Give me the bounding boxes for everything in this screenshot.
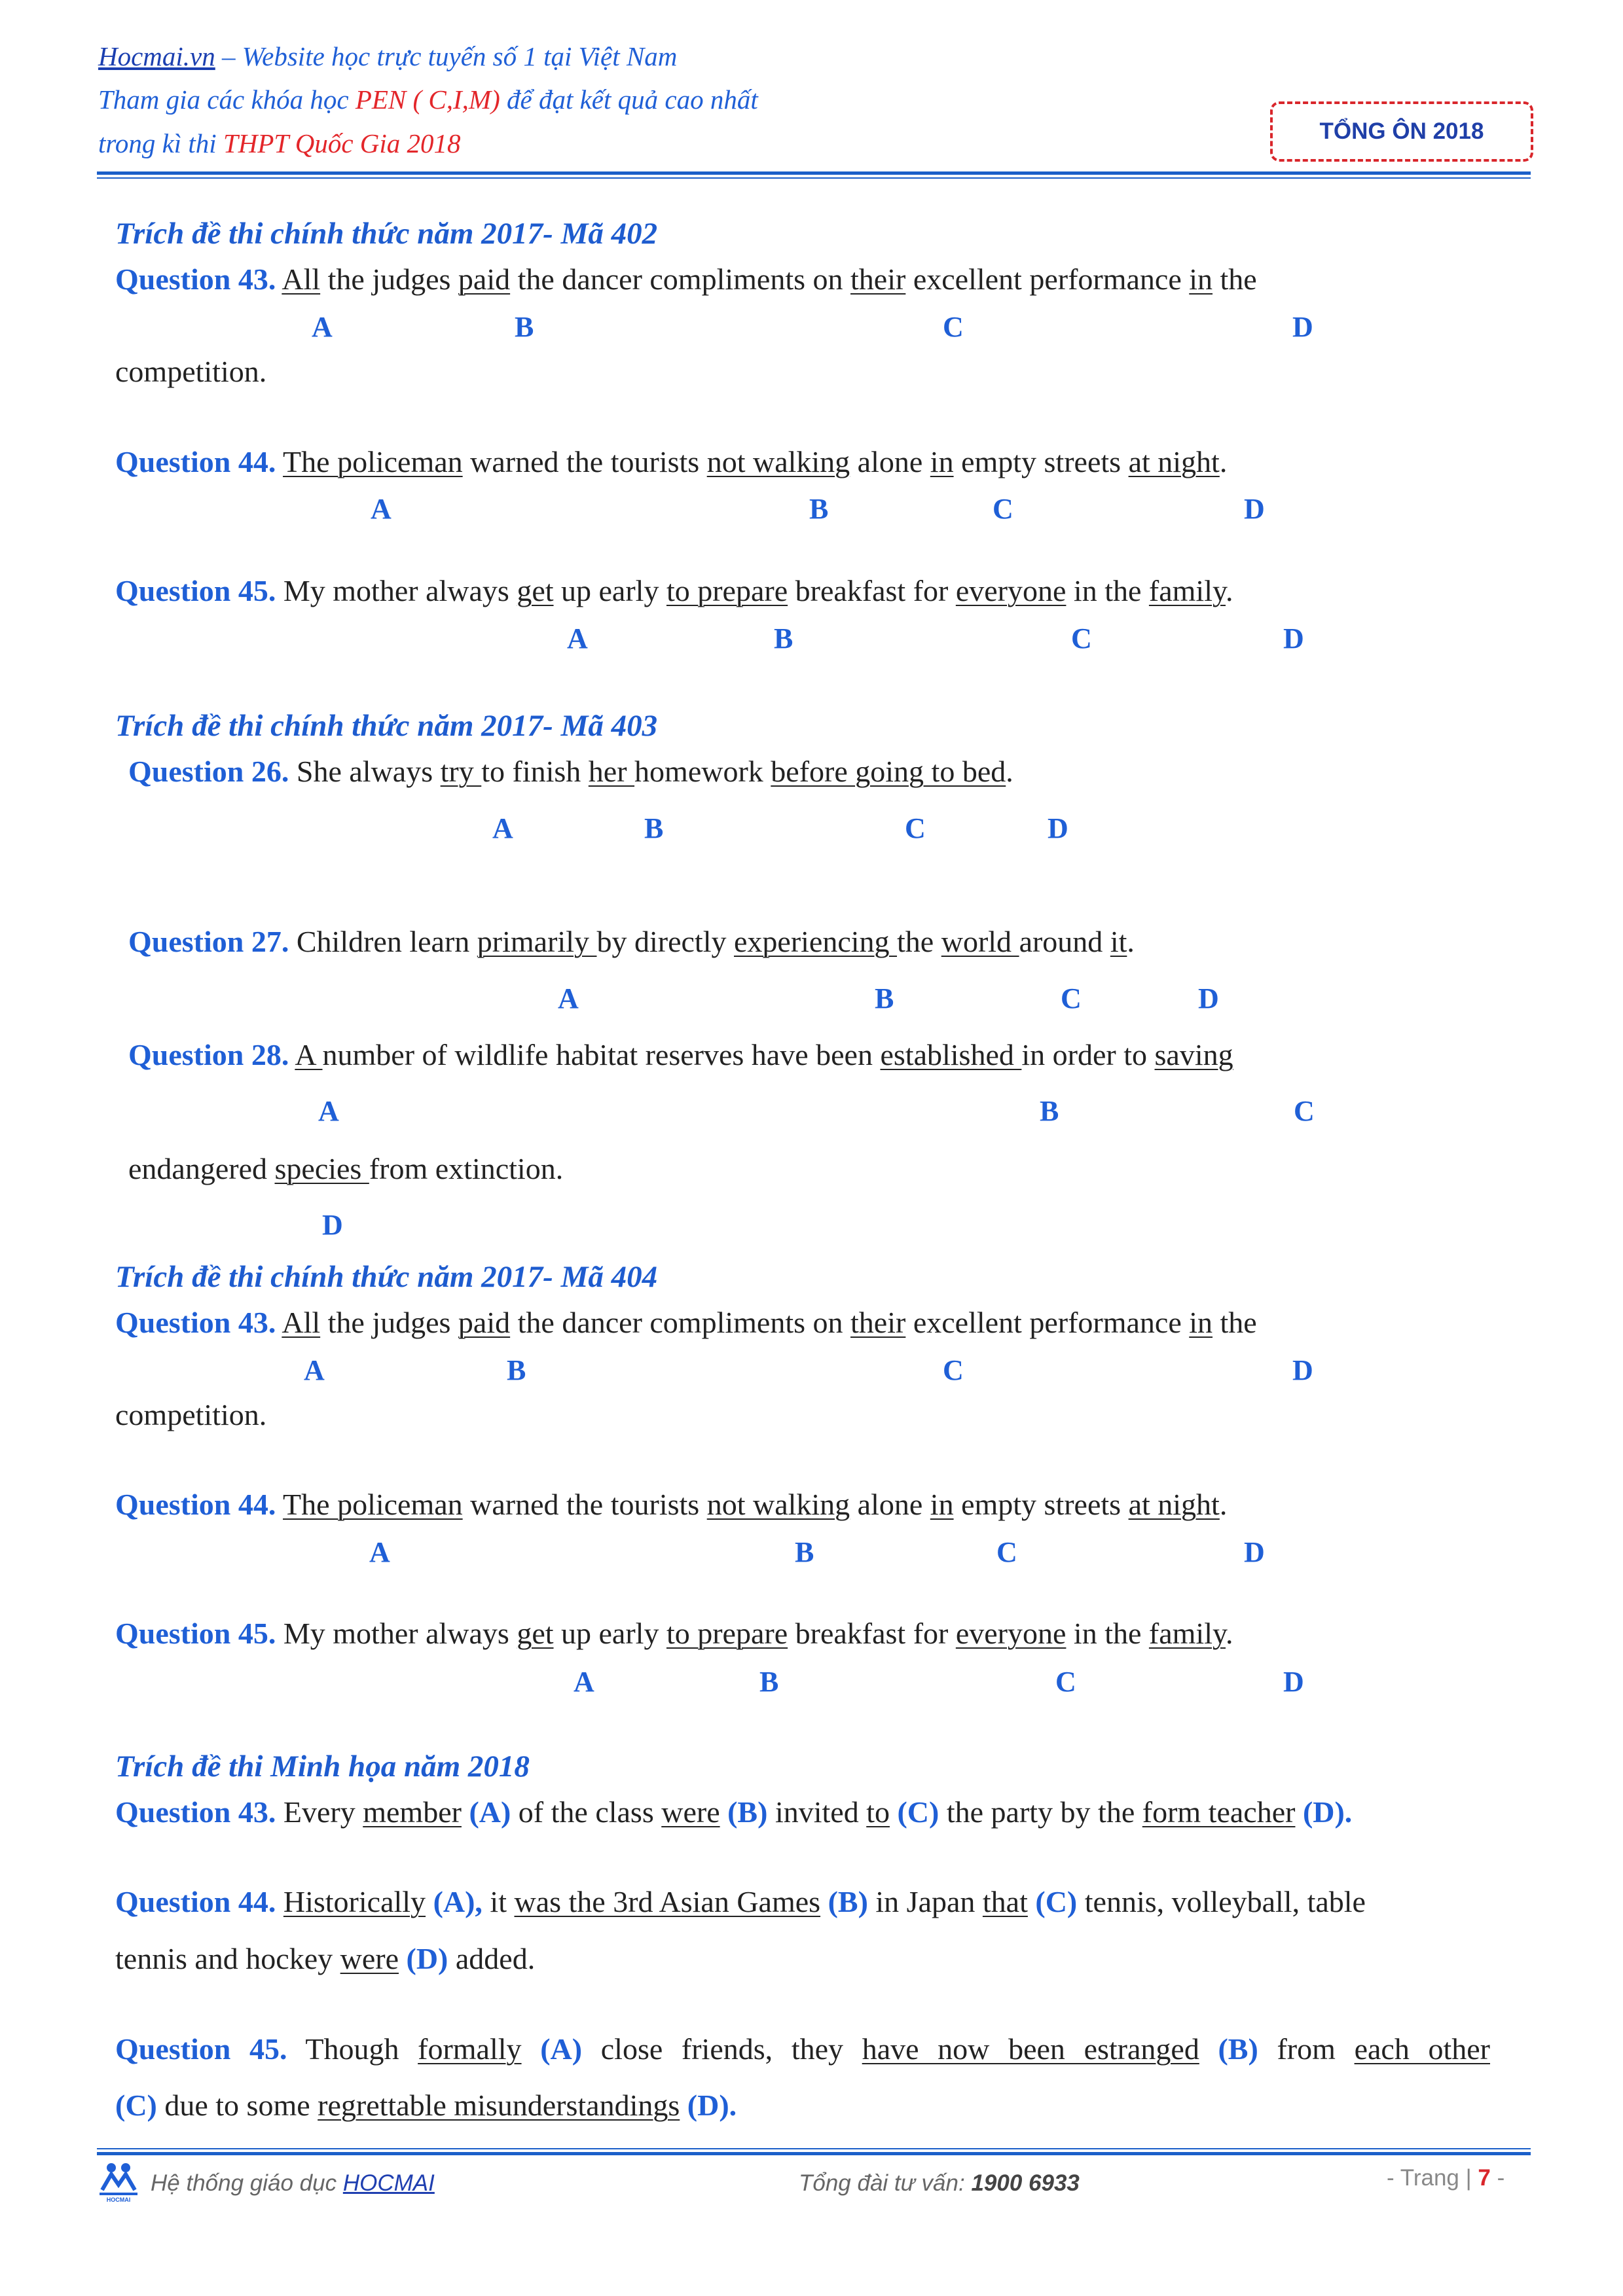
letter-c: C: [943, 311, 964, 343]
option-b-text: paid: [458, 1306, 511, 1339]
question-text: from: [1258, 2032, 1355, 2066]
question-number: Question 45.: [115, 1617, 276, 1650]
question-continuation: [128, 1151, 563, 1187]
section-title-403: Trích đề thi chính thức năm 2017- Mã 403: [115, 709, 658, 743]
option-d-text: family: [1148, 574, 1226, 607]
letter-b: B: [759, 1666, 779, 1698]
question-continuation: [115, 1941, 535, 1977]
option-b-text: her: [588, 755, 635, 788]
letter-a: A: [492, 812, 513, 844]
page-prefix: - Trang |: [1387, 2165, 1478, 2191]
page-number: 7: [1478, 2165, 1491, 2191]
option-d-marker: (D).: [1295, 1795, 1353, 1829]
question-text: My mother always: [276, 574, 517, 607]
letter-a: A: [318, 1095, 339, 1127]
option-a-text: get: [517, 574, 554, 607]
question-text: invited: [767, 1795, 867, 1829]
option-b-text: not walking: [706, 1488, 850, 1521]
letter-c: C: [905, 812, 926, 844]
question-text: .: [1127, 925, 1135, 958]
question-text: by directly: [596, 925, 734, 958]
header-divider: [97, 171, 1531, 175]
header-line-1: [98, 41, 677, 72]
option-b-text: have now been estranged: [862, 2032, 1199, 2066]
question-text: .: [1226, 1617, 1233, 1650]
header-text: Tham gia các khóa học: [98, 84, 356, 115]
option-b-text: to prepare: [666, 1617, 788, 1650]
option-d-marker: (D): [399, 1942, 448, 1975]
question-text: the judges: [320, 262, 458, 296]
question-text: Though: [287, 2032, 418, 2066]
question-text: .: [1219, 445, 1228, 478]
question-2018-44: [115, 1884, 1366, 1920]
letter-d: D: [1244, 493, 1265, 525]
question-404-43: [115, 1305, 1257, 1340]
question-text: alone: [850, 445, 930, 478]
option-c-text: that: [982, 1885, 1028, 1918]
option-a-text: Historically: [283, 1885, 426, 1918]
question-text: endangered: [128, 1152, 275, 1185]
option-b-marker: (B): [720, 1795, 768, 1829]
question-text: in Japan: [867, 1885, 983, 1918]
option-b-text: not walking: [706, 445, 850, 478]
header-text: trong kì thi: [98, 128, 223, 158]
option-a-text: All: [282, 1306, 321, 1339]
question-number: Question 27.: [128, 925, 289, 958]
footer-hotline: [799, 2170, 1080, 2197]
option-d-text: regrettable misunderstandings: [318, 2089, 680, 2122]
logo-text: HOCMAI: [106, 2197, 131, 2203]
letter-c: C: [1294, 1095, 1315, 1127]
option-b-marker: (B): [820, 1885, 868, 1918]
question-number: Question 44.: [115, 445, 276, 478]
question-number: Question 45.: [115, 2032, 287, 2066]
option-a-marker: (A): [521, 2032, 583, 2066]
option-d-text: were: [340, 1942, 399, 1975]
question-text: number of wildlife habitat reserves have been: [322, 1038, 881, 1071]
question-text: breakfast for: [788, 1617, 956, 1650]
option-a-text: A: [295, 1038, 323, 1071]
question-text: the: [1213, 262, 1257, 296]
option-d-text: in: [1189, 262, 1213, 296]
question-text: .: [1226, 574, 1233, 607]
letter-b: B: [774, 622, 793, 655]
question-text: the judges: [320, 1306, 458, 1339]
question-text: the party by the: [939, 1795, 1142, 1829]
option-a-text: member: [363, 1795, 462, 1829]
question-number: Question 44.: [115, 1885, 276, 1918]
option-b-text: paid: [458, 262, 511, 296]
question-text: homework: [634, 755, 771, 788]
letter-d: D: [1198, 982, 1219, 1014]
option-a-text: formally: [418, 2032, 522, 2066]
option-a-text: The policeman: [283, 445, 463, 478]
question-text: up early: [553, 1617, 666, 1650]
question-text: My mother always: [276, 1617, 517, 1650]
option-a-text: The policeman: [283, 1488, 463, 1521]
review-badge: TỔNG ÔN 2018: [1270, 101, 1533, 162]
question-text: in the: [1066, 574, 1149, 607]
question-text: the dancer compliments on: [510, 1306, 851, 1339]
question-text: in the: [1066, 1617, 1149, 1650]
option-c-text: world: [941, 925, 1019, 958]
hocmai-link[interactable]: HOCMAI: [342, 2170, 435, 2196]
letter-a: A: [574, 1666, 594, 1698]
footer-system: [151, 2170, 435, 2197]
letter-a: A: [558, 982, 579, 1014]
letter-b: B: [507, 1354, 526, 1386]
option-d-text: at night: [1128, 445, 1220, 478]
question-403-28: [128, 1037, 1233, 1073]
question-number: Question 45.: [115, 574, 276, 607]
page-indicator: [1387, 2165, 1504, 2191]
question-number: Question 26.: [128, 755, 289, 788]
option-b-text: were: [661, 1795, 720, 1829]
question-text: the: [897, 925, 941, 958]
letter-c: C: [943, 1354, 964, 1386]
header-exam: THPT Quốc Gia 2018: [223, 128, 461, 158]
option-c-text: saving: [1154, 1038, 1233, 1071]
question-text: excellent performance: [905, 262, 1190, 296]
header-course: PEN ( C,I,M): [355, 84, 500, 115]
option-d-text: family: [1148, 1617, 1226, 1650]
question-text: empty streets: [953, 1488, 1129, 1521]
letter-a: A: [304, 1354, 325, 1386]
question-text: to finish: [481, 755, 589, 788]
option-a-text: try: [440, 755, 482, 788]
letter-a: A: [567, 622, 588, 655]
option-b-text: established: [880, 1038, 1022, 1071]
option-b-marker: (B): [1199, 2032, 1258, 2066]
question-text: Children learn: [289, 925, 477, 958]
option-c-text: each other: [1354, 2032, 1490, 2066]
option-c-text: before going to bed: [771, 755, 1006, 788]
option-d-text: in: [1189, 1306, 1213, 1339]
question-text: the: [1213, 1306, 1257, 1339]
question-text: warned the tourists: [462, 1488, 707, 1521]
page-suffix: -: [1490, 2165, 1505, 2191]
section-title-2018: Trích đề thi Minh họa năm 2018: [115, 1749, 530, 1784]
question-404-45: [115, 1616, 1233, 1651]
option-b-text: to prepare: [666, 574, 788, 607]
question-text: in order to: [1021, 1038, 1155, 1071]
question-text: alone: [850, 1488, 930, 1521]
question-number: Question 43.: [115, 1306, 276, 1339]
option-a-marker: (A): [461, 1795, 511, 1829]
option-d-marker: (D).: [680, 2089, 737, 2122]
question-text: due to some: [156, 2089, 318, 2122]
question-number: Question 43.: [115, 262, 276, 296]
option-c-text: their: [850, 1306, 906, 1339]
option-c-text: in: [930, 445, 954, 478]
question-text: .: [1219, 1488, 1228, 1521]
footer-divider-thin: [97, 2148, 1531, 2149]
header-text: để đạt kết quả cao nhất: [500, 84, 758, 115]
option-d-text: species: [274, 1152, 369, 1185]
option-a-marker: (A),: [426, 1885, 483, 1918]
option-c-marker: (C): [1027, 1885, 1078, 1918]
question-text: from extinction.: [369, 1152, 564, 1185]
question-number: Question 28.: [128, 1038, 289, 1071]
question-text: up early: [553, 574, 666, 607]
header-tagline: – Website học trực tuyến số 1 tại Việt Nam: [215, 41, 678, 71]
question-text: close friends, they: [582, 2032, 862, 2066]
option-a-text: primarily: [477, 925, 597, 958]
letter-b: B: [515, 311, 534, 343]
question-text: empty streets: [953, 445, 1129, 478]
question-text: warned the tourists: [462, 445, 707, 478]
letter-c: C: [1061, 982, 1082, 1014]
question-text: breakfast for: [788, 574, 956, 607]
question-continuation: competition.: [115, 1398, 267, 1431]
letter-b: B: [644, 812, 664, 844]
question-402-44: [115, 444, 1227, 480]
question-403-27: [128, 924, 1135, 960]
option-c-text: everyone: [955, 1617, 1067, 1650]
question-402-43: [115, 262, 1257, 297]
question-text: tennis, volleyball, table: [1077, 1885, 1366, 1918]
question-text: it: [482, 1885, 515, 1918]
question-text: .: [1006, 755, 1013, 788]
letter-b: B: [795, 1536, 814, 1568]
question-continuation: [115, 2088, 737, 2123]
option-b-text: experiencing: [733, 925, 898, 958]
section-title-404: Trích đề thi chính thức năm 2017- Mã 404: [115, 1260, 658, 1294]
hocmai-logo: [97, 2160, 140, 2203]
option-a-text: get: [517, 1617, 554, 1650]
letter-c: C: [1071, 622, 1092, 655]
letter-a: A: [312, 311, 333, 343]
letter-d: D: [1283, 622, 1304, 655]
brand-link[interactable]: Hocmai.vn: [98, 41, 215, 71]
question-number: Question 43.: [115, 1795, 276, 1829]
hotline-label: Tổng đài tư vấn:: [799, 2170, 972, 2196]
option-c-marker: (C): [889, 1795, 939, 1829]
option-c-text: to: [866, 1795, 890, 1829]
letter-d: D: [1244, 1536, 1265, 1568]
question-text: around: [1019, 925, 1110, 958]
option-d-text: it: [1110, 925, 1127, 958]
footer-system-label: Hệ thống giáo dục: [151, 2170, 343, 2196]
header-line-3: [98, 128, 461, 159]
question-text: added.: [448, 1942, 536, 1975]
question-text: the dancer compliments on: [510, 262, 851, 296]
letter-d: D: [1048, 812, 1068, 844]
header-divider-thin: [97, 177, 1531, 179]
footer-divider: [97, 2152, 1531, 2155]
question-text: She always: [289, 755, 441, 788]
option-d-text: at night: [1128, 1488, 1220, 1521]
question-2018-43: [115, 1795, 1352, 1830]
option-d-text: form teacher: [1142, 1795, 1296, 1829]
option-c-text: everyone: [955, 574, 1067, 607]
letter-d: D: [1292, 1354, 1313, 1386]
question-403-26: [128, 754, 1013, 789]
question-2018-45: [115, 2032, 1490, 2067]
letter-d: D: [322, 1209, 343, 1241]
question-402-45: [115, 573, 1233, 609]
question-404-44: [115, 1487, 1227, 1522]
option-c-marker: (C): [115, 2089, 157, 2122]
letter-b: B: [1040, 1095, 1059, 1127]
letter-d: D: [1283, 1666, 1304, 1698]
letter-c: C: [996, 1536, 1017, 1568]
option-c-text: in: [930, 1488, 954, 1521]
option-b-text: was the 3rd Asian Games: [514, 1885, 821, 1918]
section-title-402: Trích đề thi chính thức năm 2017- Mã 402: [115, 217, 658, 251]
letter-d: D: [1292, 311, 1313, 343]
question-text: Every: [276, 1795, 363, 1829]
question-text: of the class: [511, 1795, 662, 1829]
option-c-text: their: [850, 262, 906, 296]
hotline-number: 1900 6933: [971, 2170, 1080, 2196]
question-text: excellent performance: [905, 1306, 1190, 1339]
letter-c: C: [1055, 1666, 1076, 1698]
question-continuation: competition.: [115, 355, 267, 388]
letter-b: B: [809, 493, 829, 525]
option-a-text: All: [282, 262, 321, 296]
letter-c: C: [993, 493, 1013, 525]
question-text: tennis and hockey: [115, 1942, 340, 1975]
letter-a: A: [371, 493, 392, 525]
header-line-2: [98, 84, 758, 115]
question-number: Question 44.: [115, 1488, 276, 1521]
letter-b: B: [875, 982, 894, 1014]
letter-a: A: [369, 1536, 390, 1568]
